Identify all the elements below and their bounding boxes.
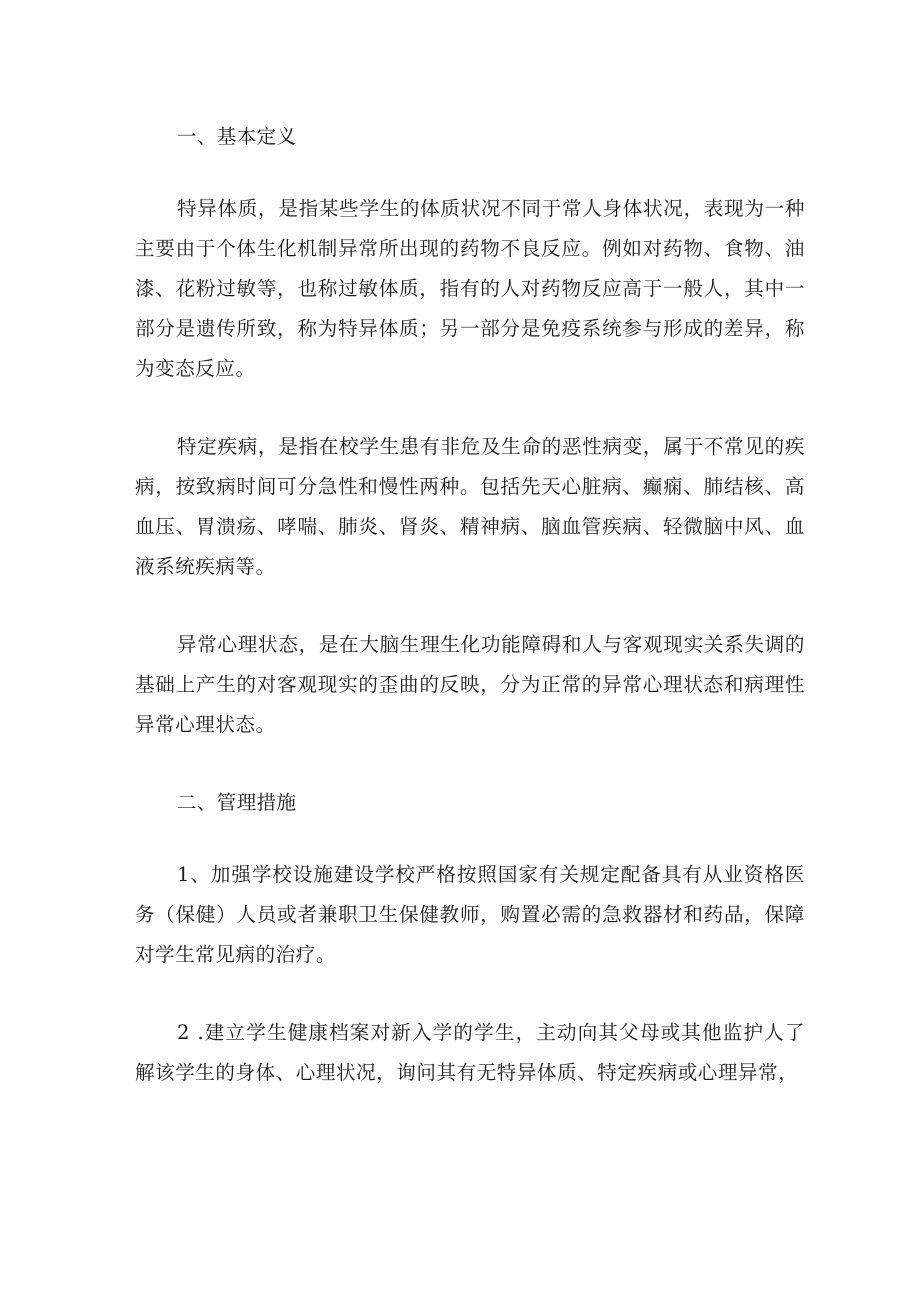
section-heading-basic-definition: 一、基本定义 xyxy=(177,125,297,148)
paragraph-measure-2-health-records: 2 .建立学生健康档案对新入学的学生，主动向其父母或其他监护人了解该学生的身体、心理状况，询问其有无特异体质、特定疾病或心理异常， xyxy=(135,1021,805,1084)
spacer xyxy=(135,157,805,189)
spacer xyxy=(135,975,805,1013)
document-body xyxy=(135,117,805,1093)
spacer xyxy=(135,587,805,625)
paragraph-measure-1-facilities: 1、加强学校设施建设学校严格按照国家有关规定配备具有从业资格医务（保健）人员或者兼职卫生保健教师，购置必需的急救器材和药品，保障对学生常见病的治疗。 xyxy=(135,863,805,966)
spacer xyxy=(135,389,805,427)
spacer xyxy=(135,745,805,783)
spacer xyxy=(135,823,805,855)
paragraph-abnormal-mental-state: 异常心理状态，是在大脑生理生化功能障碍和人与客观现实关系失调的基础上产生的对客观现实的歪曲的反映，分为正常的异常心理状态和病理性异常心理状态。 xyxy=(135,633,805,736)
paragraph-special-constitution: 特异体质，是指某些学生的体质状况不同于常人身体状况，表现为一种主要由于个体生化机制异常所出现的药物不良反应。例如对药物、食物、油漆、花粉过敏等，也称过敏体质，指有的人对药物反应高于一般人，其中一部分是遗传所致，称为特异体质；另一部分是免疫系统参与形成的差异，称为变态反应。 xyxy=(135,197,805,380)
paragraph-specific-diseases: 特定疾病，是指在校学生患有非危及生命的恶性病变，属于不常见的疾病，按致病时间可分急性和慢性两种。包括先天心脏病、癫痫、肺结核、高血压、胃溃疡、哮喘、肺炎、肾炎、精神病、脑血管疾病、轻微脑中风、血液系统疾病等。 xyxy=(135,435,805,578)
section-heading-management-measures: 二、管理措施 xyxy=(177,791,297,814)
